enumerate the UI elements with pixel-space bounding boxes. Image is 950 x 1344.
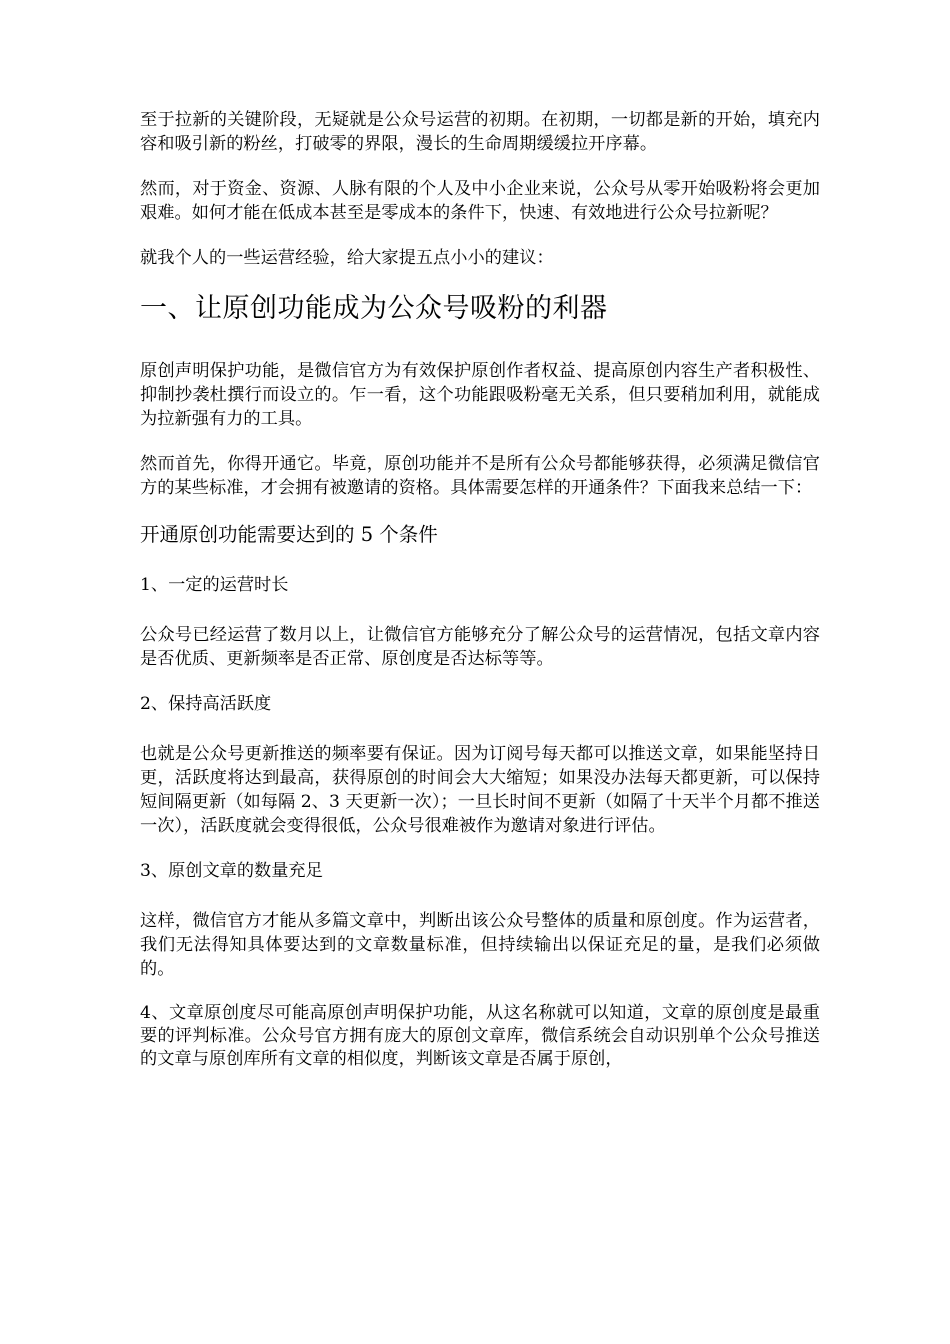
condition-1-text: 公众号已经运营了数月以上，让微信官方能够充分了解公众号的运营情况，包括文章内容是否优质、更新频率是否正常、原创度是否达标等等。 <box>140 625 820 669</box>
condition-2-text: 也就是公众号更新推送的频率要有保证。因为订阅号每天都可以推送文章，如果能坚持日更，活跃度将达到最高，获得原创的时间会大大缩短；如果没办法每天都更新，可以保持短间隔更新（如每隔 2、3 天更新一次）；一旦长时间不更新（如隔了十天半个月都不推送一次），活跃度就会变得很低，公众号很难被作为邀请对象进行评估。 <box>140 744 820 836</box>
paragraph-suggestions: 就我个人的一些运营经验，给大家提五点小小的建议： <box>140 248 554 268</box>
section-heading-original-feature: 一、让原创功能成为公众号吸粉的利器 <box>140 293 608 324</box>
paragraph-activation: 然而首先，你得开通它。毕竟，原创功能并不是所有公众号都能够获得，必须满足微信官方的某些标准，才会拥有被邀请的资格。具体需要怎样的开通条件？下面我来总结一下： <box>140 454 820 498</box>
subheading-five-conditions: 开通原创功能需要达到的 5 个条件 <box>140 523 438 546</box>
condition-4-text: 4、文章原创度尽可能高原创声明保护功能，从这名称就可以知道，文章的原创度是最重要的评判标准。公众号官方拥有庞大的原创文章库，微信系统会自动识别单个公众号推送的文章与原创库所有文章的相似度，判断该文章是否属于原创， <box>140 1003 820 1069</box>
paragraph-original-protection: 原创声明保护功能，是微信官方为有效保护原创作者权益、提高原创内容生产者积极性、抑制抄袭杜撰行而设立的。乍一看，这个功能跟吸粉毫无关系，但只要稍加利用，就能成为拉新强有力的工具。 <box>140 361 820 429</box>
condition-2-title: 2、保持高活跃度 <box>140 694 272 714</box>
condition-3-text: 这样，微信官方才能从多篇文章中，判断出该公众号整体的质量和原创度。作为运营者，我们无法得知具体要达到的文章数量标准，但持续输出以保证充足的量，是我们必须做的。 <box>140 911 820 979</box>
paragraph-intro: 至于拉新的关键阶段，无疑就是公众号运营的初期。在初期，一切都是新的开始，填充内容和吸引新的粉丝，打破零的界限，漫长的生命周期缓缓拉开序幕。 <box>140 110 820 154</box>
document-page <box>140 108 820 1092</box>
paragraph-difficulty: 然而，对于资金、资源、人脉有限的个人及中小企业来说，公众号从零开始吸粉将会更加艰难。如何才能在低成本甚至是零成本的条件下，快速、有效地进行公众号拉新呢？ <box>140 179 820 223</box>
condition-1-title: 1、一定的运营时长 <box>140 575 289 595</box>
condition-3-title: 3、原创文章的数量充足 <box>140 861 323 881</box>
